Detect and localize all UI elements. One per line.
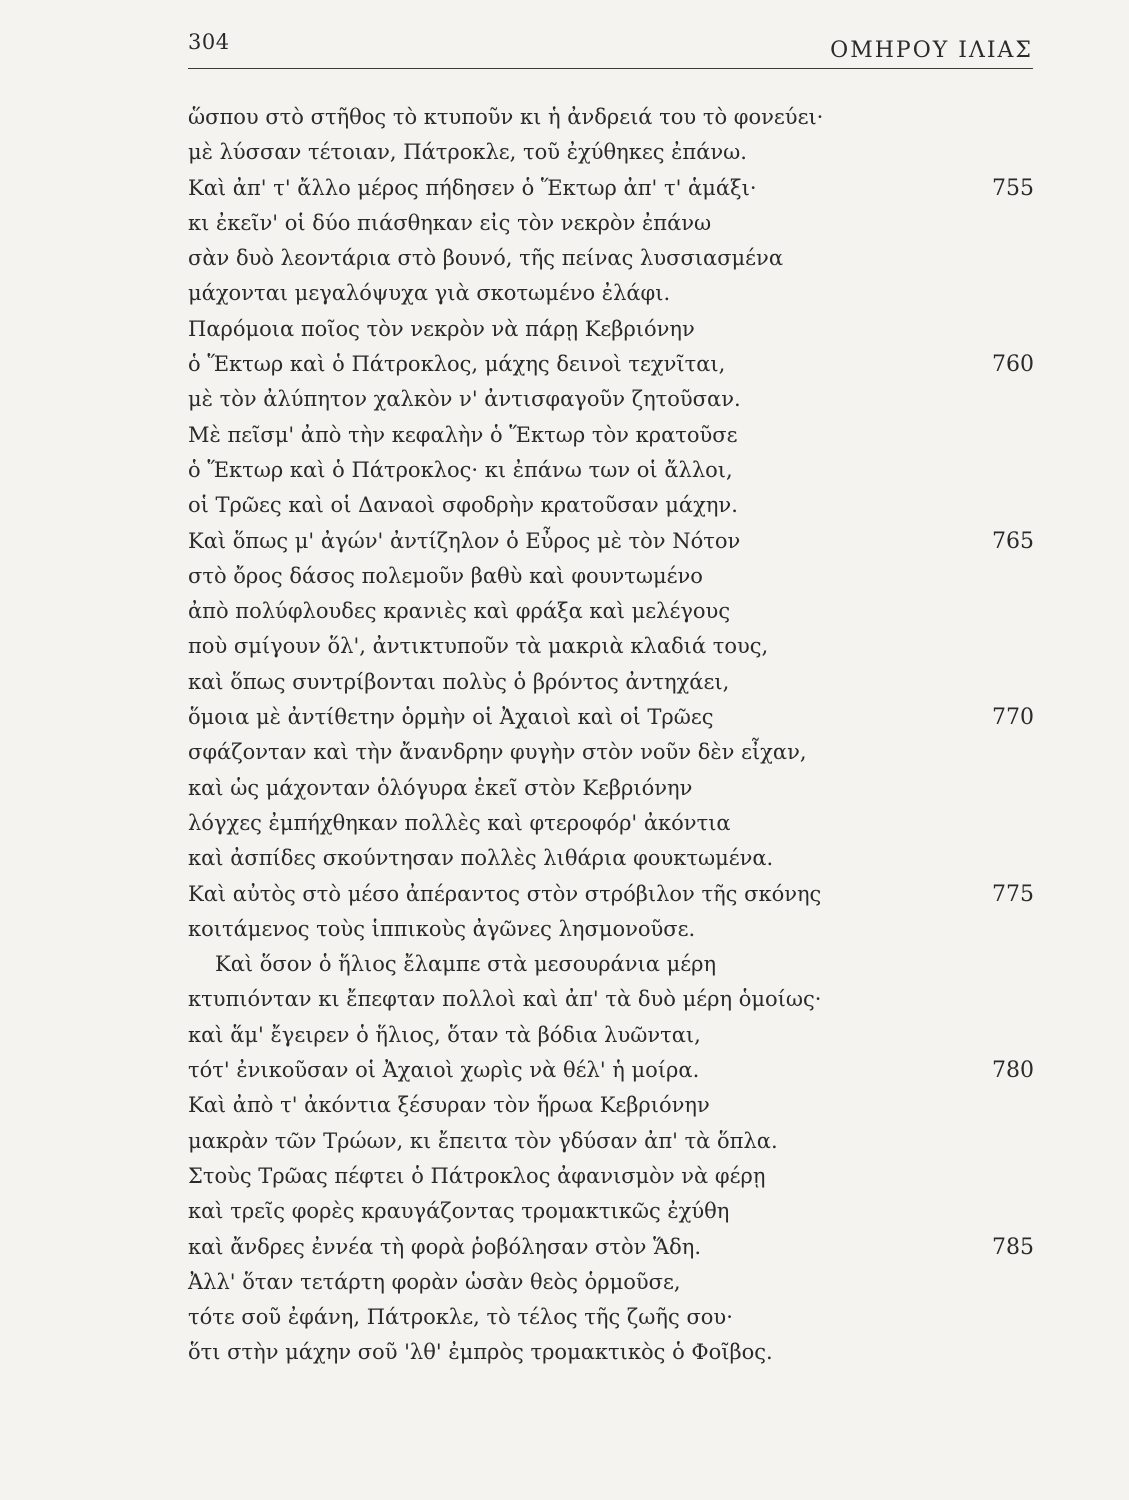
verse-line <box>0 877 1129 912</box>
verse-line <box>0 806 1129 841</box>
verse-text: μὲ τὸν ἀλύπητον χαλκὸν ν' ἀντισφαγοῦν ζητοῦσαν. <box>188 387 741 412</box>
verse-text: στὸ ὄρος δάσος πολεμοῦν βαθὺ καὶ φουντωμένο <box>188 563 703 588</box>
line-number: 775 <box>992 881 1034 907</box>
line-number: 770 <box>992 705 1034 731</box>
verse-line <box>0 135 1129 170</box>
verse-line <box>0 1230 1129 1265</box>
verse-text: μὲ λύσσαν τέτοιαν, Πάτροκλε, τοῦ ἐχύθηκες ἐπάνω. <box>188 140 747 165</box>
running-title: ΟΜΗΡΟΥ ΙΛΙΑΣ <box>830 38 1033 63</box>
verse-text: κοιτάμενος τοὺς ἱππικοὺς ἀγῶνες λησμονοῦσε. <box>188 916 696 941</box>
verse-text: καὶ ἅμ' ἔγειρεν ὁ ἥλιος, ὅταν τὰ βόδια λυῶνται, <box>188 1022 701 1047</box>
verse-line <box>0 1018 1129 1053</box>
verse-line <box>0 453 1129 488</box>
verse-text: σὰν δυὸ λεοντάρια στὸ βουνό, τῆς πείνας λυσσιασμένα <box>188 246 784 271</box>
verse-line <box>0 1335 1129 1370</box>
verse-block <box>0 100 1129 1371</box>
line-number: 785 <box>992 1234 1034 1260</box>
verse-line <box>0 771 1129 806</box>
verse-text: Καὶ ἀπὸ τ' ἀκόντια ξέσυραν τὸν ἥρωα Κεβριόνην <box>188 1093 710 1118</box>
verse-line <box>0 241 1129 276</box>
verse-line <box>0 700 1129 735</box>
verse-text: Καὶ ὅσον ὁ ἥλιος ἔλαμπε στὰ μεσουράνια μέρη <box>215 952 717 977</box>
verse-text: καὶ ὅπως συντρίβονται πολὺς ὁ βρόντος ἀντηχάει, <box>188 669 730 694</box>
verse-text: Παρόμοια ποῖος τὸν νεκρὸν νὰ πάρῃ Κεβριόνην <box>188 316 695 341</box>
verse-text: λόγχες ἐμπήχθηκαν πολλὲς καὶ φτεροφόρ' ἀκόντια <box>188 810 731 835</box>
verse-text: ἀπὸ πολύφλουδες κρανιὲς καὶ φράξα καὶ μελέγους <box>188 599 731 624</box>
verse-text: καὶ ὡς μάχονταν ὁλόγυρα ἐκεῖ στὸν Κεβριόνην <box>188 775 693 800</box>
verse-line <box>0 1053 1129 1088</box>
verse-line <box>0 559 1129 594</box>
page-number: 304 <box>188 30 230 54</box>
verse-line <box>0 1194 1129 1229</box>
page-header <box>188 24 1033 74</box>
verse-line <box>0 1265 1129 1300</box>
verse-text: Καὶ ἀπ' τ' ἄλλο μέρος πήδησεν ὁ Ἕκτωρ ἀπ' τ' ἁμάξι· <box>188 175 757 200</box>
verse-line <box>0 594 1129 629</box>
verse-text: Καὶ ὅπως μ' ἀγών' ἀντίζηλον ὁ Εὖρος μὲ τὸν Νότον <box>188 528 741 553</box>
verse-line <box>0 382 1129 417</box>
verse-line <box>0 1088 1129 1123</box>
verse-line <box>0 276 1129 311</box>
verse-line <box>0 312 1129 347</box>
verse-line <box>0 1300 1129 1335</box>
verse-text: Μὲ πεῖσμ' ἀπὸ τὴν κεφαλὴν ὁ Ἕκτωρ τὸν κρατοῦσε <box>188 422 738 447</box>
header-rule <box>188 68 1033 69</box>
verse-line <box>0 171 1129 206</box>
verse-line <box>0 665 1129 700</box>
verse-text: ὥσπου στὸ στῆθος τὸ κτυποῦν κι ἡ ἀνδρειά του τὸ φονεύει· <box>188 105 824 129</box>
verse-line <box>0 1159 1129 1194</box>
verse-text: ὁ Ἕκτωρ καὶ ὁ Πάτροκλος· κι ἐπάνω των οἱ ἄλλοι, <box>188 457 733 482</box>
verse-text: ὁ Ἕκτωρ καὶ ὁ Πάτροκλος, μάχης δεινοὶ τεχνῖται, <box>188 352 726 377</box>
verse-line <box>0 735 1129 770</box>
verse-text: Ἀλλ' ὅταν τετάρτη φορὰν ὡσὰν θεὸς ὁρμοῦσε, <box>188 1269 681 1294</box>
verse-line <box>0 982 1129 1017</box>
verse-text: τότ' ἐνικοῦσαν οἱ Ἀχαιοὶ χωρὶς νὰ θέλ' ἡ μοίρα. <box>188 1058 700 1083</box>
verse-line <box>0 206 1129 241</box>
verse-text: σφάζονταν καὶ τὴν ἄνανδρην φυγὴν στὸν νοῦν δὲν εἶχαν, <box>188 740 807 765</box>
verse-text: κι ἐκεῖν' οἱ δύο πιάσθηκαν εἰς τὸν νεκρὸν ἐπάνω <box>188 210 712 235</box>
verse-text: τότε σοῦ ἐφάνη, Πάτροκλε, τὸ τέλος τῆς ζωῆς σου· <box>188 1305 733 1330</box>
verse-text: μάχονται μεγαλόψυχα γιὰ σκοτωμένο ἐλάφι. <box>188 281 671 306</box>
verse-text: ποὺ σμίγουν ὅλ', ἀντικτυποῦν τὰ μακριὰ κλαδιά τους, <box>188 634 769 659</box>
verse-line <box>0 347 1129 382</box>
line-number: 765 <box>992 528 1034 554</box>
verse-line <box>0 841 1129 876</box>
line-number: 755 <box>992 175 1034 201</box>
verse-text: κτυπιόνταν κι ἔπεφταν πολλοὶ καὶ ἀπ' τὰ δυὸ μέρη ὁμοίως· <box>188 987 822 1012</box>
line-number: 760 <box>992 352 1034 378</box>
verse-line <box>0 912 1129 947</box>
line-number: 780 <box>992 1058 1034 1084</box>
verse-line <box>0 947 1129 982</box>
verse-line <box>0 488 1129 523</box>
verse-text: καὶ τρεῖς φορὲς κραυγάζοντας τρομακτικῶς ἐχύθη <box>188 1199 730 1224</box>
verse-text: καὶ ἀσπίδες σκούντησαν πολλὲς λιθάρια φουκτωμένα. <box>188 846 774 871</box>
verse-line <box>0 418 1129 453</box>
verse-text: Καὶ αὐτὸς στὸ μέσο ἀπέραντος στὸν στρόβιλον τῆς σκόνης <box>188 881 822 906</box>
verse-text: μακρὰν τῶν Τρώων, κι ἔπειτα τὸν γδύσαν ἀπ' τὰ ὅπλα. <box>188 1128 778 1153</box>
verse-line <box>0 524 1129 559</box>
verse-text: ὅμοια μὲ ἀντίθετην ὁρμὴν οἱ Ἀχαιοὶ καὶ οἱ Τρῶες <box>188 705 714 730</box>
verse-line <box>0 629 1129 664</box>
verse-text: καὶ ἄνδρες ἐννέα τὴ φορὰ ῥοβόλησαν στὸν Ἅδη. <box>188 1234 702 1259</box>
verse-text: Στοὺς Τρῶας πέφτει ὁ Πάτροκλος ἀφανισμὸν νὰ φέρῃ <box>188 1163 766 1188</box>
verse-line <box>0 1124 1129 1159</box>
verse-text: οἱ Τρῶες καὶ οἱ Δαναοὶ σφοδρὴν κρατοῦσαν μάχην. <box>188 493 738 518</box>
verse-text: ὅτι στὴν μάχην σοῦ 'λθ' ἐμπρὸς τρομακτικὸς ὁ Φοῖβος. <box>188 1340 773 1365</box>
verse-line <box>0 100 1129 135</box>
